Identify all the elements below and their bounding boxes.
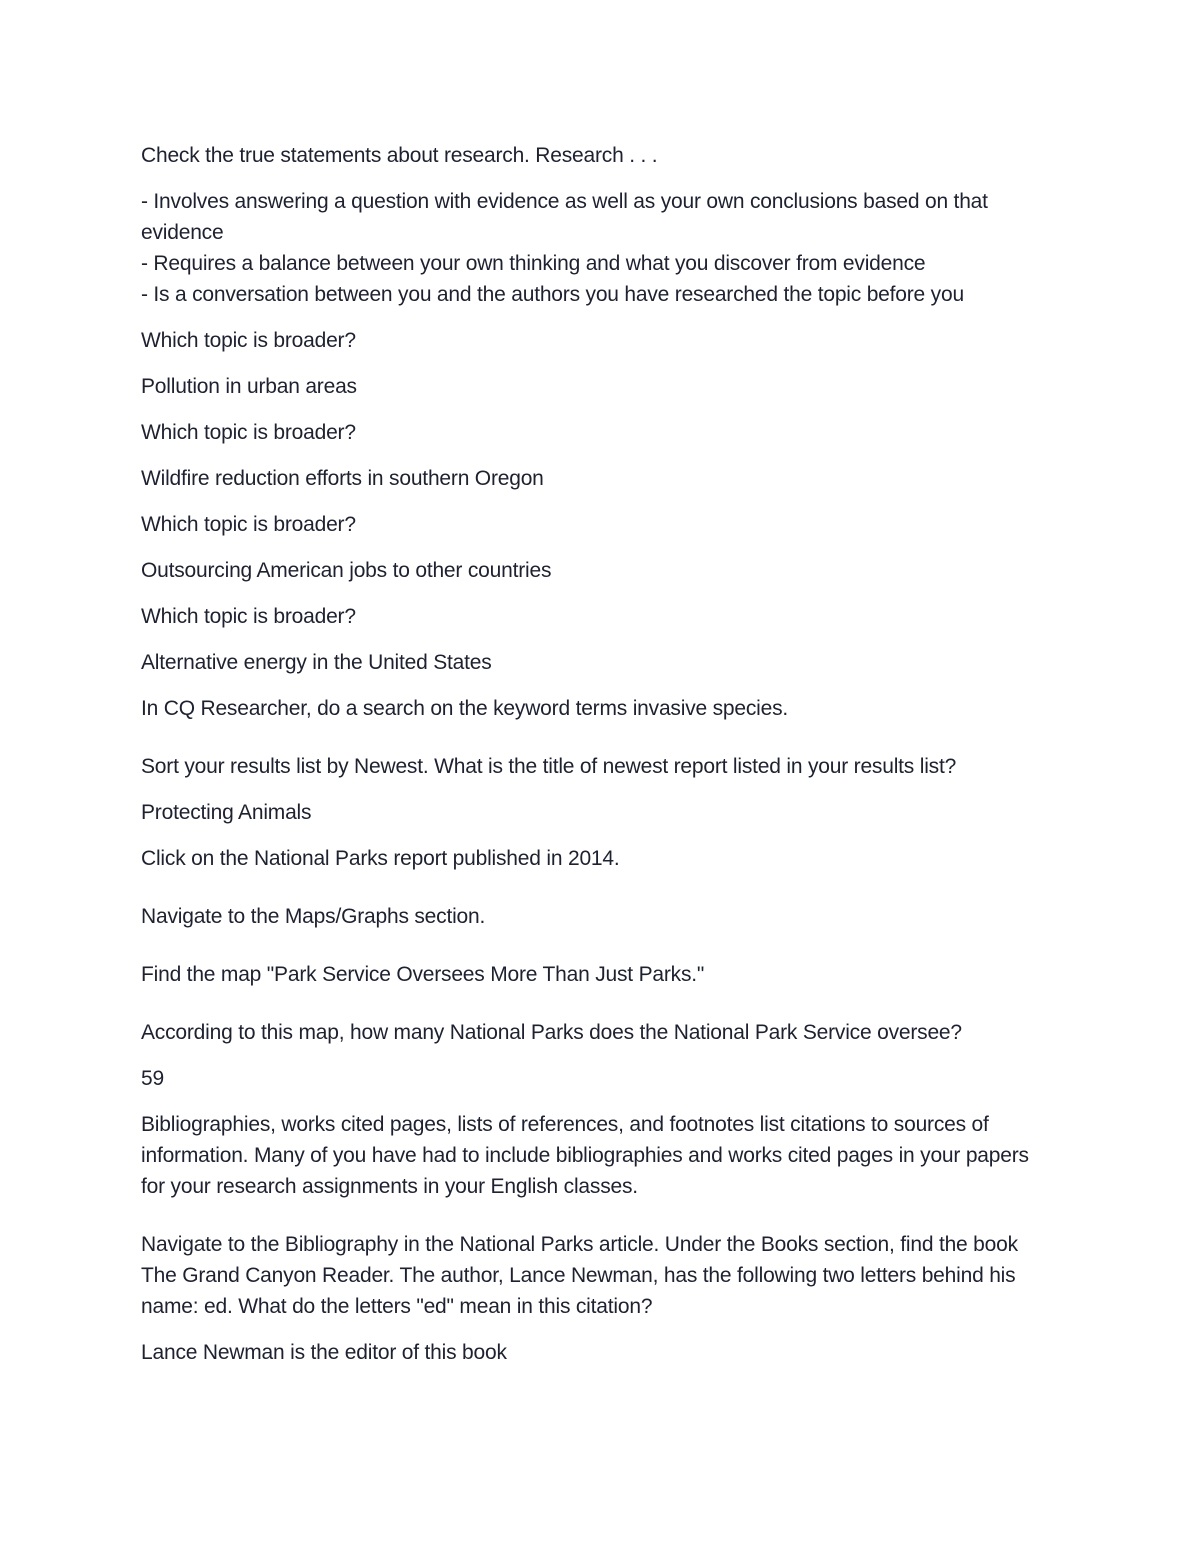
q7-answer: 59: [141, 1067, 164, 1090]
q6-prompt: Sort your results list by Newest. What is the title of newest report listed in your results list?: [141, 755, 957, 778]
q1-statement-3: - Is a conversation between you and the authors you have researched the topic before you: [141, 283, 964, 306]
q1-statement-1: - Involves answering a question with evidence as well as your own conclusions based on that evidence: [141, 190, 988, 244]
q2-prompt: Which topic is broader?: [141, 329, 356, 352]
q1-statement-2: - Requires a balance between your own thinking and what you discover from evidence: [141, 252, 926, 275]
q6-answer: Protecting Animals: [141, 801, 312, 824]
q4-prompt: Which topic is broader?: [141, 513, 356, 536]
click-instruction: Click on the National Parks report published in 2014.: [141, 847, 620, 870]
q8-answer: Lance Newman is the editor of this book: [141, 1341, 507, 1364]
document-body: [141, 140, 1041, 1368]
bibliography-intro: Bibliographies, works cited pages, lists of references, and footnotes list citations to sources of information. Many of you have had to include bibliographies and works cited pages in your papers for your research assignments in your English classes.: [141, 1113, 1029, 1198]
q8-prompt: Navigate to the Bibliography in the National Parks article. Under the Books section, find the book The Grand Canyon Reader. The author, Lance Newman, has the following two letters behind his name: ed. What do the letters "ed" mean in this citation?: [141, 1233, 1018, 1318]
search-instruction: In CQ Researcher, do a search on the keyword terms invasive species.: [141, 697, 789, 720]
q1-statement-list: [141, 186, 1041, 310]
q7-prompt: According to this map, how many National Parks does the National Park Service oversee?: [141, 1021, 962, 1044]
q3-answer: Wildfire reduction efforts in southern Oregon: [141, 467, 544, 490]
q3-prompt: Which topic is broader?: [141, 421, 356, 444]
q2-answer: Pollution in urban areas: [141, 375, 357, 398]
find-map-instruction: Find the map "Park Service Oversees More Than Just Parks.": [141, 963, 705, 986]
navigate-instruction: Navigate to the Maps/Graphs section.: [141, 905, 486, 928]
q5-prompt: Which topic is broader?: [141, 605, 356, 628]
q4-answer: Outsourcing American jobs to other countries: [141, 559, 552, 582]
q5-answer: Alternative energy in the United States: [141, 651, 492, 674]
q1-prompt: Check the true statements about research. Research . . .: [141, 144, 658, 167]
